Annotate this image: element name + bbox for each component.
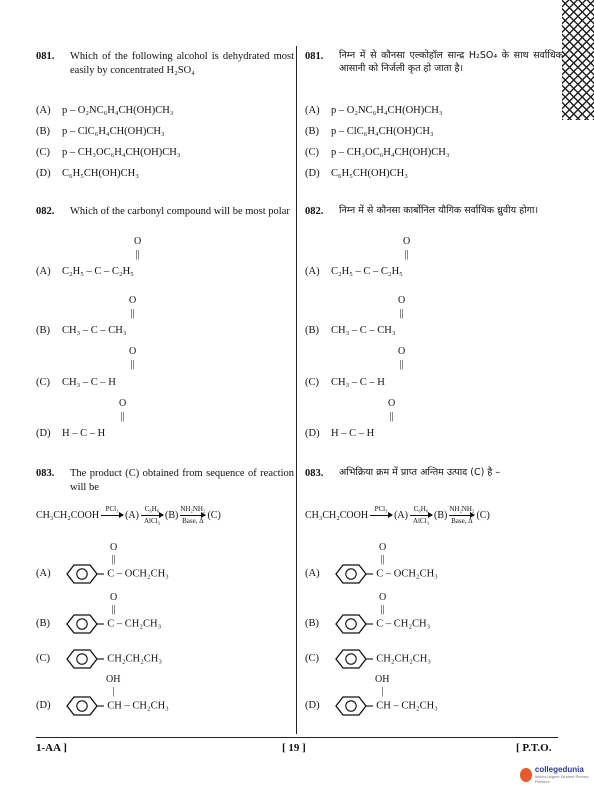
carbonyl-group: O || [134,236,142,260]
option-c[interactable]: (C) CH₂CH₂CH₃ [36,648,162,670]
page-number: [ 19 ] [282,742,306,754]
question-text: निम्न में से कौनसा एल्कोहॉल सान्द्र H₂SO₄ के साथ सर्वाधिक आसानी को निर्जली कृत हो जाता है। [339,50,563,74]
question-text: अभिक्रिया क्रम में प्राप्त अन्तिम उत्पाद (C) है – [339,467,501,478]
option-a[interactable]: (A) p – O₂NC₆H₄CH(OH)CH₃ [36,105,174,116]
option-b[interactable]: (B) C – CH₂CH₃ [36,613,161,635]
benzene-ring-icon [65,563,105,585]
carbonyl-group: O || [379,542,387,565]
footer-code: 1-AA ] [36,742,67,754]
carbonyl-group: O || [379,592,387,615]
option-b[interactable]: (B) p – ClC₆H₄CH(OH)CH₃ [36,126,165,137]
reaction-arrow: NH₂NH₂ Base, Δ [449,505,475,526]
option-a[interactable]: (A) C – OCH₂CH₃ [36,563,169,585]
reaction-sequence: CH₃CH₂COOH PCl₃ (A) C₆H₆ AlCl₃ (B) NH₂NH₂ Base, Δ (C) [305,505,490,526]
benzene-ring-icon [334,563,374,585]
carbonyl-group: O || [403,236,411,260]
carbonyl-group: O || [129,295,137,319]
reaction-arrow: C₆H₆ AlCl₃ [410,505,432,527]
option-a[interactable]: (A) p – O₂NC₆H₄CH(OH)CH₃ [305,105,443,116]
corner-pattern [562,0,594,120]
benzene-ring-icon [65,648,105,670]
option-d[interactable]: (D) H – C – H [36,428,106,439]
question-82-en [36,205,294,439]
question-number: 081. [36,51,55,62]
carbonyl-group: O || [129,346,137,370]
option-d[interactable]: (D) H – C – H [305,428,375,439]
question-text: Which of the carbonyl compound will be most polar [70,206,290,217]
reaction-sequence: CH₃CH₂COOH PCl₃ (A) C₆H₆ AlCl₃ (B) NH₂NH₂ Base, Δ (C) [36,505,221,526]
footer-rule [36,737,558,738]
question-text: निम्न में से कौनसा कार्बोनिल यौगिक सर्वाधिक ध्रुवीय होगा। [339,205,539,216]
question-number: 082. [305,206,324,217]
collegedunia-logo[interactable] [520,766,594,785]
benzene-ring-icon [65,695,105,717]
reaction-arrow: NH₂NH₂ Base, Δ [180,505,206,526]
option-c[interactable]: (C) p – CH₃OC₆H₄CH(OH)CH₃ [36,147,181,158]
option-b[interactable]: (B) CH₃ – C – CH₃ [305,325,396,336]
option-c[interactable]: (C) CH₂CH₂CH₃ [305,648,431,670]
carbonyl-group: O || [110,592,118,615]
question-83-en [36,467,294,712]
carbonyl-group: O || [398,295,406,319]
question-number: 081. [305,51,324,62]
option-d[interactable]: (D) CH – CH₂CH₃ [36,695,169,717]
benzene-ring-icon [334,695,374,717]
logo-name: collegedunia [534,765,584,774]
carbonyl-group: O || [119,398,127,422]
option-d[interactable]: (D) C₆H₅CH(OH)CH₃ [36,168,139,179]
option-d[interactable]: (D) C₆H₅CH(OH)CH₃ [305,168,408,179]
benzene-ring-icon [334,648,374,670]
option-b[interactable]: (B) C – CH₂CH₃ [305,613,430,635]
option-b[interactable]: (B) CH₃ – C – CH₃ [36,325,127,336]
question-text: Which of the following alcohol is dehydrated most easily by concentrated H₂SO₄ [70,51,294,77]
question-number: 082. [36,206,55,217]
reaction-arrow: C₆H₆ AlCl₃ [141,505,163,527]
logo-icon [520,768,532,782]
carbonyl-group: O || [388,398,396,422]
carbonyl-group: O || [110,542,118,565]
reaction-arrow: PCl₃ [370,505,392,527]
question-81-en [36,50,294,179]
question-number: 083. [36,468,55,479]
option-d[interactable]: (D) CH – CH₂CH₃ [305,695,438,717]
benzene-ring-icon [65,613,105,635]
question-83-hi [305,467,563,712]
reaction-arrow: PCl₃ [101,505,123,527]
column-divider [296,46,297,734]
question-82-hi [305,205,563,439]
hydroxyl-group: OH | [375,674,390,697]
question-number: 083. [305,468,324,479]
carbonyl-group: O || [398,346,406,370]
option-c[interactable]: (C) CH₃ – C – H [36,377,116,388]
option-a[interactable]: (A) C₂H₅ – C – C₂H₅ [36,266,134,277]
option-b[interactable]: (B) p – ClC₆H₄CH(OH)CH₃ [305,126,434,137]
hydroxyl-group: OH | [106,674,121,697]
footer-pto: [ P.T.O. [516,742,552,754]
option-c[interactable]: (C) CH₃ – C – H [305,377,385,388]
question-81-hi [305,50,563,179]
logo-tagline: India's largest Student Review Platform [534,774,589,785]
option-c[interactable]: (C) p – CH₃OC₆H₄CH(OH)CH₃ [305,147,450,158]
benzene-ring-icon [334,613,374,635]
question-text: The product (C) obtained from sequence of reaction will be [70,468,294,494]
option-a[interactable]: (A) C – OCH₂CH₃ [305,563,438,585]
option-a[interactable]: (A) C₂H₅ – C – C₂H₅ [305,266,403,277]
